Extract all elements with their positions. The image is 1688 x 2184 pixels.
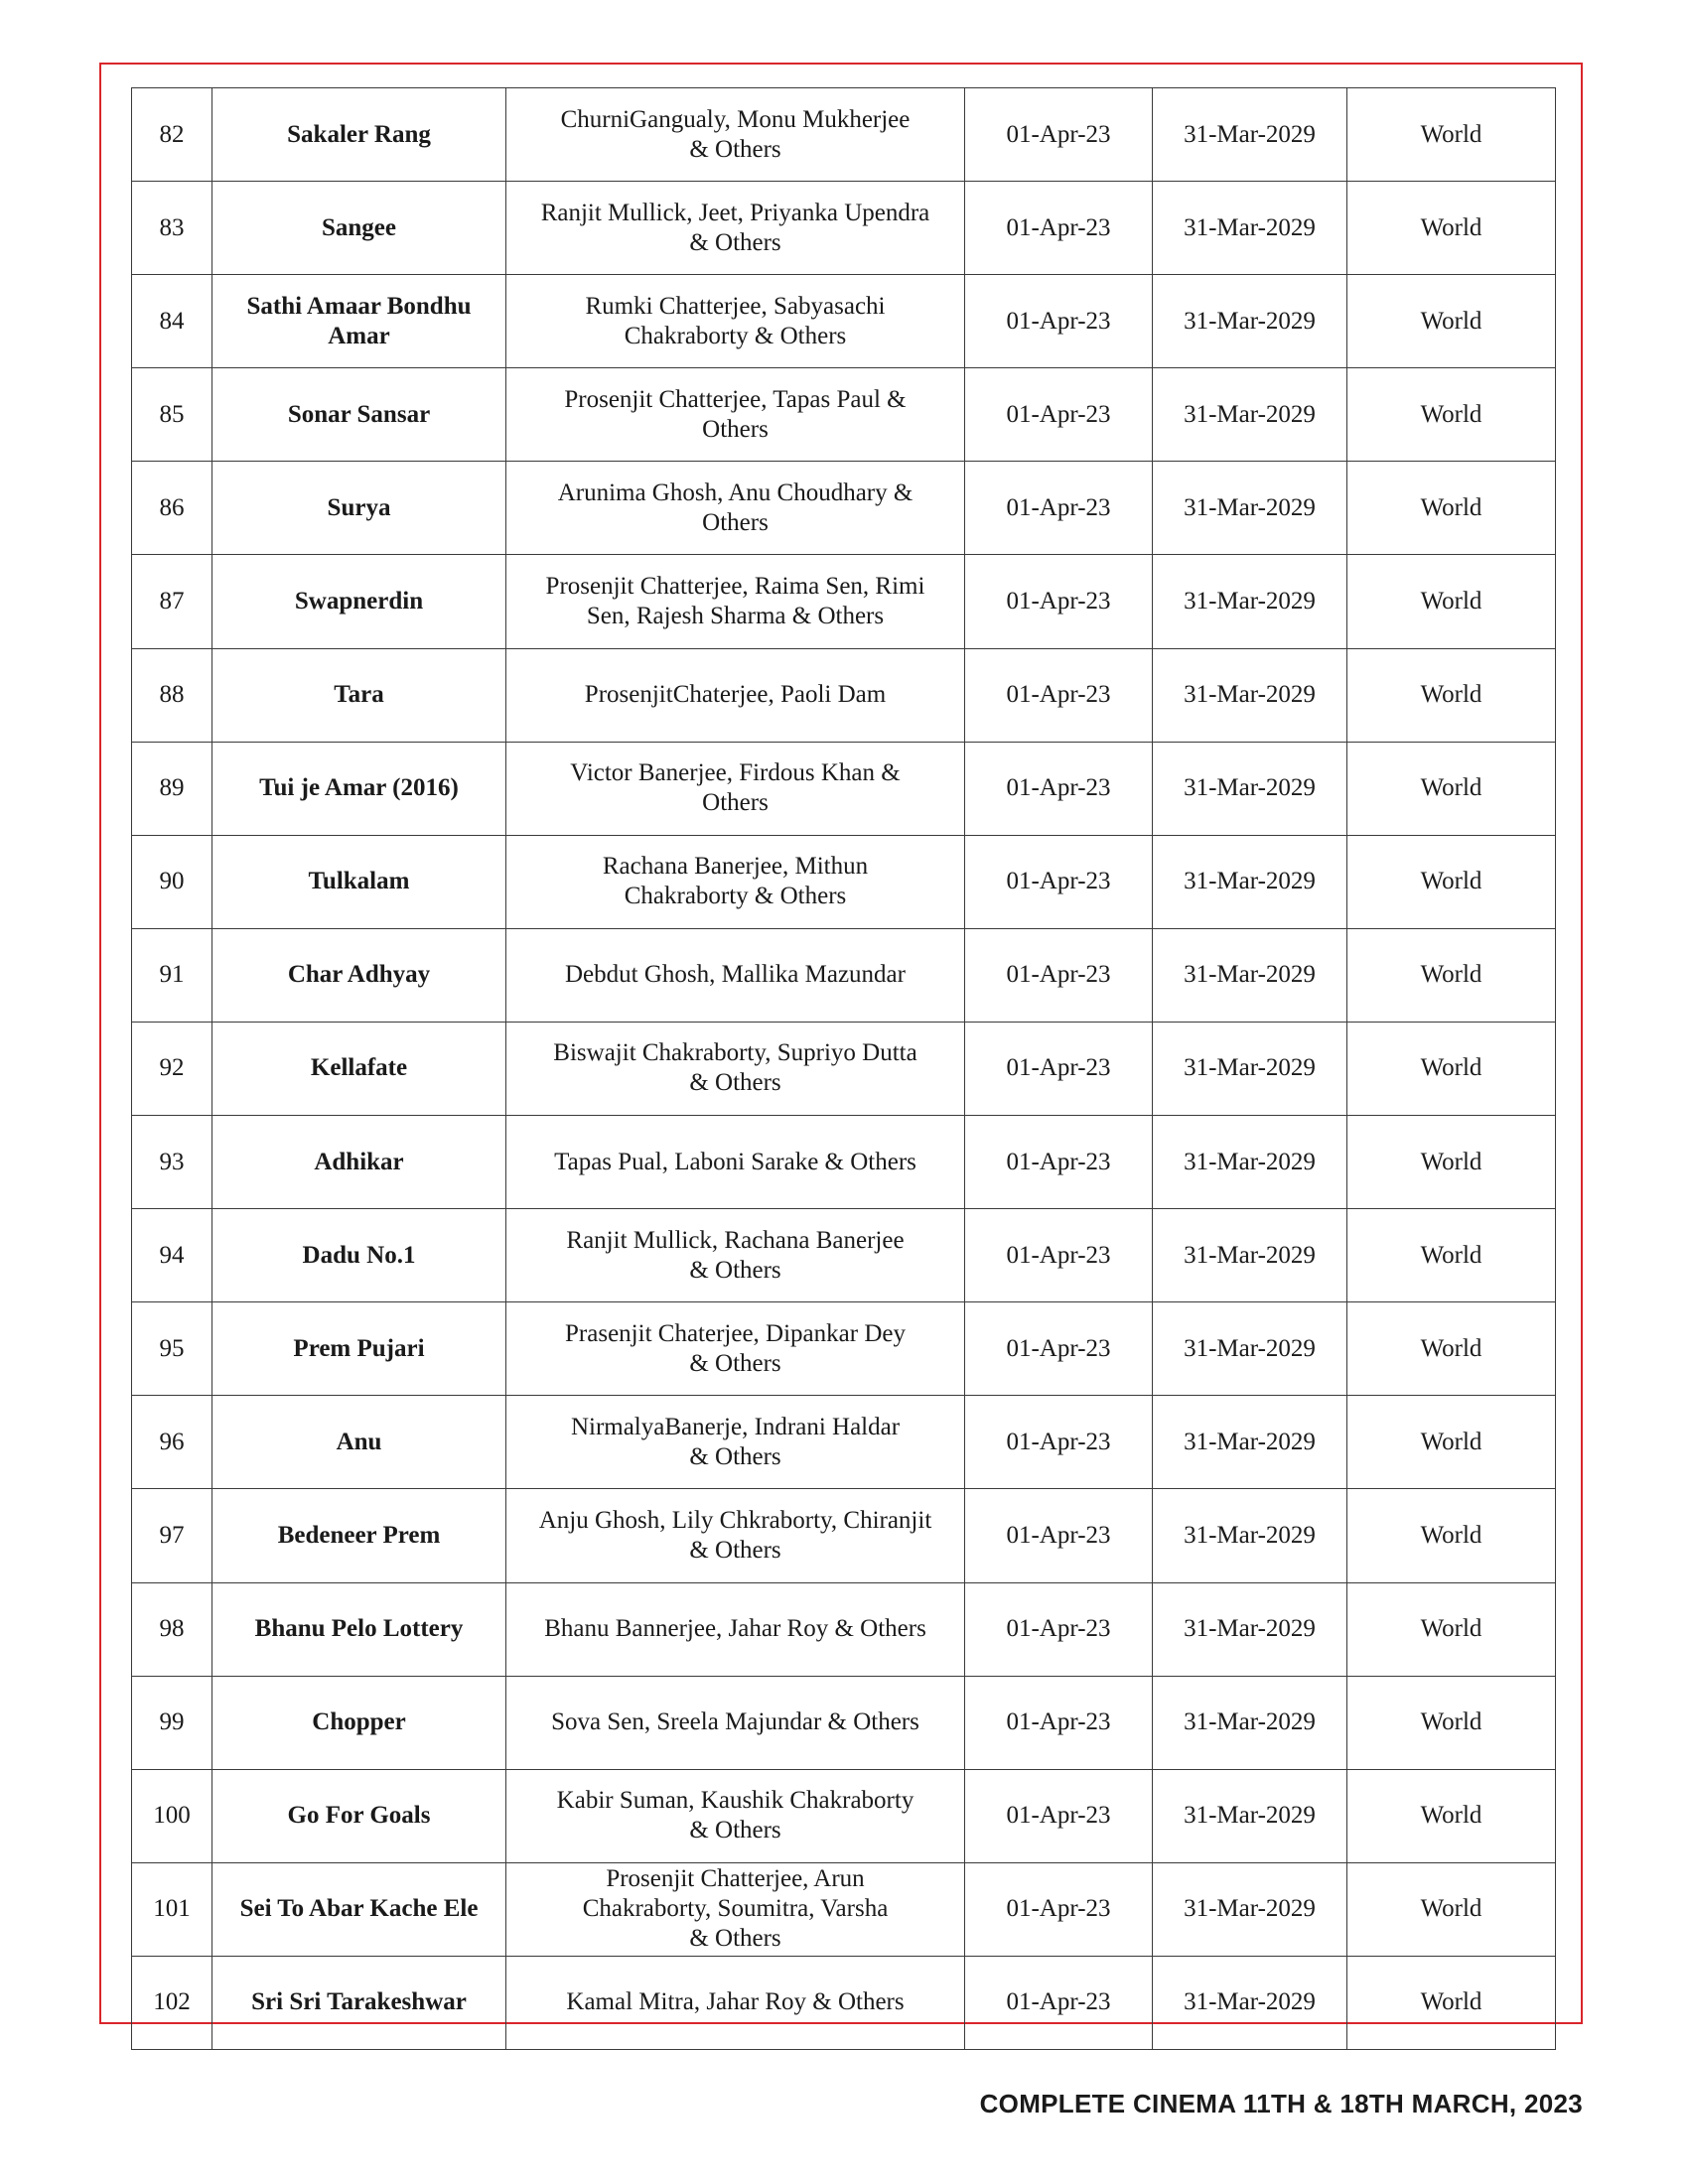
film-title-cell: Bhanu Pelo Lottery (212, 1582, 506, 1676)
publication-footer: COMPLETE CINEMA 11TH & 18TH MARCH, 2023 (979, 2089, 1583, 2118)
territory-cell: World (1347, 835, 1556, 928)
rights-end-date-cell: 31-Mar-2029 (1153, 1769, 1347, 1862)
table-row (132, 742, 1556, 835)
serial-number-cell: 89 (132, 742, 212, 835)
film-title-cell: Sri Sri Tarakeshwar (212, 1956, 506, 2049)
rights-start-date-cell: 01-Apr-23 (965, 555, 1153, 648)
rights-end-date-cell: 31-Mar-2029 (1153, 648, 1347, 742)
territory-cell: World (1347, 1302, 1556, 1396)
cast-cell: Prosenjit Chatterjee, Tapas Paul & Others (506, 368, 965, 462)
cast-cell: ProsenjitChaterjee, Paoli Dam (506, 648, 965, 742)
table-row (132, 88, 1556, 182)
film-title-cell: Sangee (212, 182, 506, 275)
cast-cell: Victor Banerjee, Firdous Khan & Others (506, 742, 965, 835)
rights-start-date-cell: 01-Apr-23 (965, 182, 1153, 275)
film-title-cell: Dadu No.1 (212, 1209, 506, 1302)
territory-cell: World (1347, 555, 1556, 648)
cast-cell: NirmalyaBanerje, Indrani Haldar & Others (506, 1396, 965, 1489)
cast-cell: Kabir Suman, Kaushik Chakraborty & Others (506, 1769, 965, 1862)
cast-cell: Arunima Ghosh, Anu Choudhary & Others (506, 462, 965, 555)
rights-start-date-cell: 01-Apr-23 (965, 1582, 1153, 1676)
film-title-cell: Sathi Amaar Bondhu Amar (212, 275, 506, 368)
cast-cell: Bhanu Bannerjee, Jahar Roy & Others (506, 1582, 965, 1676)
rights-end-date-cell: 31-Mar-2029 (1153, 928, 1347, 1022)
rights-start-date-cell: 01-Apr-23 (965, 1116, 1153, 1209)
rights-end-date-cell: 31-Mar-2029 (1153, 1582, 1347, 1676)
serial-number-cell: 94 (132, 1209, 212, 1302)
film-title-cell: Bedeneer Prem (212, 1489, 506, 1582)
rights-start-date-cell: 01-Apr-23 (965, 1769, 1153, 1862)
table-row (132, 1956, 1556, 2049)
rights-end-date-cell: 31-Mar-2029 (1153, 462, 1347, 555)
table-row (132, 1769, 1556, 1862)
cast-cell: Ranjit Mullick, Jeet, Priyanka Upendra & Others (506, 182, 965, 275)
serial-number-cell: 97 (132, 1489, 212, 1582)
cast-cell: Prasenjit Chaterjee, Dipankar Dey & Others (506, 1302, 965, 1396)
rights-start-date-cell: 01-Apr-23 (965, 368, 1153, 462)
film-title-cell: Go For Goals (212, 1769, 506, 1862)
cast-cell: Rumki Chatterjee, Sabyasachi Chakraborty & Others (506, 275, 965, 368)
film-title-cell: Kellafate (212, 1022, 506, 1115)
territory-cell: World (1347, 182, 1556, 275)
film-title-cell: Tulkalam (212, 835, 506, 928)
rights-end-date-cell: 31-Mar-2029 (1153, 1022, 1347, 1115)
table-row (132, 1862, 1556, 1956)
serial-number-cell: 82 (132, 88, 212, 182)
serial-number-cell: 95 (132, 1302, 212, 1396)
film-title-cell: Adhikar (212, 1116, 506, 1209)
table-row (132, 1022, 1556, 1115)
table-row (132, 1489, 1556, 1582)
serial-number-cell: 100 (132, 1769, 212, 1862)
rights-start-date-cell: 01-Apr-23 (965, 1862, 1153, 1956)
rights-start-date-cell: 01-Apr-23 (965, 928, 1153, 1022)
table-row (132, 1302, 1556, 1396)
cast-cell: Debdut Ghosh, Mallika Mazundar (506, 928, 965, 1022)
territory-cell: World (1347, 1396, 1556, 1489)
cast-cell: Prosenjit Chatterjee, Raima Sen, Rimi Sen, Rajesh Sharma & Others (506, 555, 965, 648)
table-row (132, 275, 1556, 368)
film-title-cell: Chopper (212, 1676, 506, 1769)
serial-number-cell: 84 (132, 275, 212, 368)
rights-end-date-cell: 31-Mar-2029 (1153, 555, 1347, 648)
rights-end-date-cell: 31-Mar-2029 (1153, 1956, 1347, 2049)
territory-cell: World (1347, 462, 1556, 555)
territory-cell: World (1347, 1769, 1556, 1862)
territory-cell: World (1347, 1676, 1556, 1769)
table-row (132, 182, 1556, 275)
cast-cell: Rachana Banerjee, Mithun Chakraborty & Others (506, 835, 965, 928)
rights-start-date-cell: 01-Apr-23 (965, 1489, 1153, 1582)
rights-start-date-cell: 01-Apr-23 (965, 1956, 1153, 2049)
film-title-cell: Tui je Amar (2016) (212, 742, 506, 835)
cast-cell: Sova Sen, Sreela Majundar & Others (506, 1676, 965, 1769)
rights-end-date-cell: 31-Mar-2029 (1153, 275, 1347, 368)
rights-end-date-cell: 31-Mar-2029 (1153, 182, 1347, 275)
rights-start-date-cell: 01-Apr-23 (965, 1022, 1153, 1115)
rights-start-date-cell: 01-Apr-23 (965, 275, 1153, 368)
rights-start-date-cell: 01-Apr-23 (965, 1209, 1153, 1302)
table-row (132, 1396, 1556, 1489)
territory-cell: World (1347, 1862, 1556, 1956)
cast-cell: Tapas Pual, Laboni Sarake & Others (506, 1116, 965, 1209)
territory-cell: World (1347, 648, 1556, 742)
rights-end-date-cell: 31-Mar-2029 (1153, 88, 1347, 182)
territory-cell: World (1347, 742, 1556, 835)
cast-cell: ChurniGangualy, Monu Mukherjee & Others (506, 88, 965, 182)
rights-end-date-cell: 31-Mar-2029 (1153, 1489, 1347, 1582)
territory-cell: World (1347, 1022, 1556, 1115)
table-row (132, 835, 1556, 928)
film-rights-table (131, 87, 1556, 2050)
territory-cell: World (1347, 1116, 1556, 1209)
cast-cell: Prosenjit Chatterjee, Arun Chakraborty, Soumitra, Varsha & Others (506, 1862, 965, 1956)
table-row (132, 1209, 1556, 1302)
rights-end-date-cell: 31-Mar-2029 (1153, 1396, 1347, 1489)
rights-start-date-cell: 01-Apr-23 (965, 88, 1153, 182)
territory-cell: World (1347, 368, 1556, 462)
film-title-cell: Sakaler Rang (212, 88, 506, 182)
cast-cell: Kamal Mitra, Jahar Roy & Others (506, 1956, 965, 2049)
territory-cell: World (1347, 928, 1556, 1022)
film-title-cell: Tara (212, 648, 506, 742)
rights-start-date-cell: 01-Apr-23 (965, 1302, 1153, 1396)
serial-number-cell: 102 (132, 1956, 212, 2049)
film-title-cell: Swapnerdin (212, 555, 506, 648)
serial-number-cell: 91 (132, 928, 212, 1022)
film-title-cell: Sei To Abar Kache Ele (212, 1862, 506, 1956)
rights-end-date-cell: 31-Mar-2029 (1153, 368, 1347, 462)
territory-cell: World (1347, 1582, 1556, 1676)
serial-number-cell: 96 (132, 1396, 212, 1489)
territory-cell: World (1347, 1489, 1556, 1582)
serial-number-cell: 87 (132, 555, 212, 648)
territory-cell: World (1347, 1209, 1556, 1302)
rights-end-date-cell: 31-Mar-2029 (1153, 1676, 1347, 1769)
rights-end-date-cell: 31-Mar-2029 (1153, 1116, 1347, 1209)
film-title-cell: Prem Pujari (212, 1302, 506, 1396)
rights-end-date-cell: 31-Mar-2029 (1153, 742, 1347, 835)
serial-number-cell: 88 (132, 648, 212, 742)
serial-number-cell: 98 (132, 1582, 212, 1676)
rights-start-date-cell: 01-Apr-23 (965, 835, 1153, 928)
film-title-cell: Surya (212, 462, 506, 555)
table-row (132, 928, 1556, 1022)
territory-cell: World (1347, 88, 1556, 182)
film-rights-table-body (132, 88, 1556, 2050)
film-title-cell: Char Adhyay (212, 928, 506, 1022)
cast-cell: Anju Ghosh, Lily Chkraborty, Chiranjit & Others (506, 1489, 965, 1582)
rights-end-date-cell: 31-Mar-2029 (1153, 835, 1347, 928)
table-row (132, 368, 1556, 462)
serial-number-cell: 99 (132, 1676, 212, 1769)
rights-start-date-cell: 01-Apr-23 (965, 1676, 1153, 1769)
serial-number-cell: 101 (132, 1862, 212, 1956)
cast-cell: Biswajit Chakraborty, Supriyo Dutta & Others (506, 1022, 965, 1115)
rights-start-date-cell: 01-Apr-23 (965, 648, 1153, 742)
serial-number-cell: 83 (132, 182, 212, 275)
table-row (132, 1676, 1556, 1769)
table-row (132, 555, 1556, 648)
rights-start-date-cell: 01-Apr-23 (965, 1396, 1153, 1489)
table-row (132, 462, 1556, 555)
serial-number-cell: 90 (132, 835, 212, 928)
serial-number-cell: 85 (132, 368, 212, 462)
rights-end-date-cell: 31-Mar-2029 (1153, 1862, 1347, 1956)
territory-cell: World (1347, 1956, 1556, 2049)
serial-number-cell: 86 (132, 462, 212, 555)
rights-start-date-cell: 01-Apr-23 (965, 742, 1153, 835)
serial-number-cell: 92 (132, 1022, 212, 1115)
serial-number-cell: 93 (132, 1116, 212, 1209)
rights-start-date-cell: 01-Apr-23 (965, 462, 1153, 555)
table-row (132, 1582, 1556, 1676)
rights-end-date-cell: 31-Mar-2029 (1153, 1209, 1347, 1302)
film-title-cell: Sonar Sansar (212, 368, 506, 462)
table-row (132, 1116, 1556, 1209)
rights-end-date-cell: 31-Mar-2029 (1153, 1302, 1347, 1396)
film-title-cell: Anu (212, 1396, 506, 1489)
table-row (132, 648, 1556, 742)
territory-cell: World (1347, 275, 1556, 368)
cast-cell: Ranjit Mullick, Rachana Banerjee & Others (506, 1209, 965, 1302)
